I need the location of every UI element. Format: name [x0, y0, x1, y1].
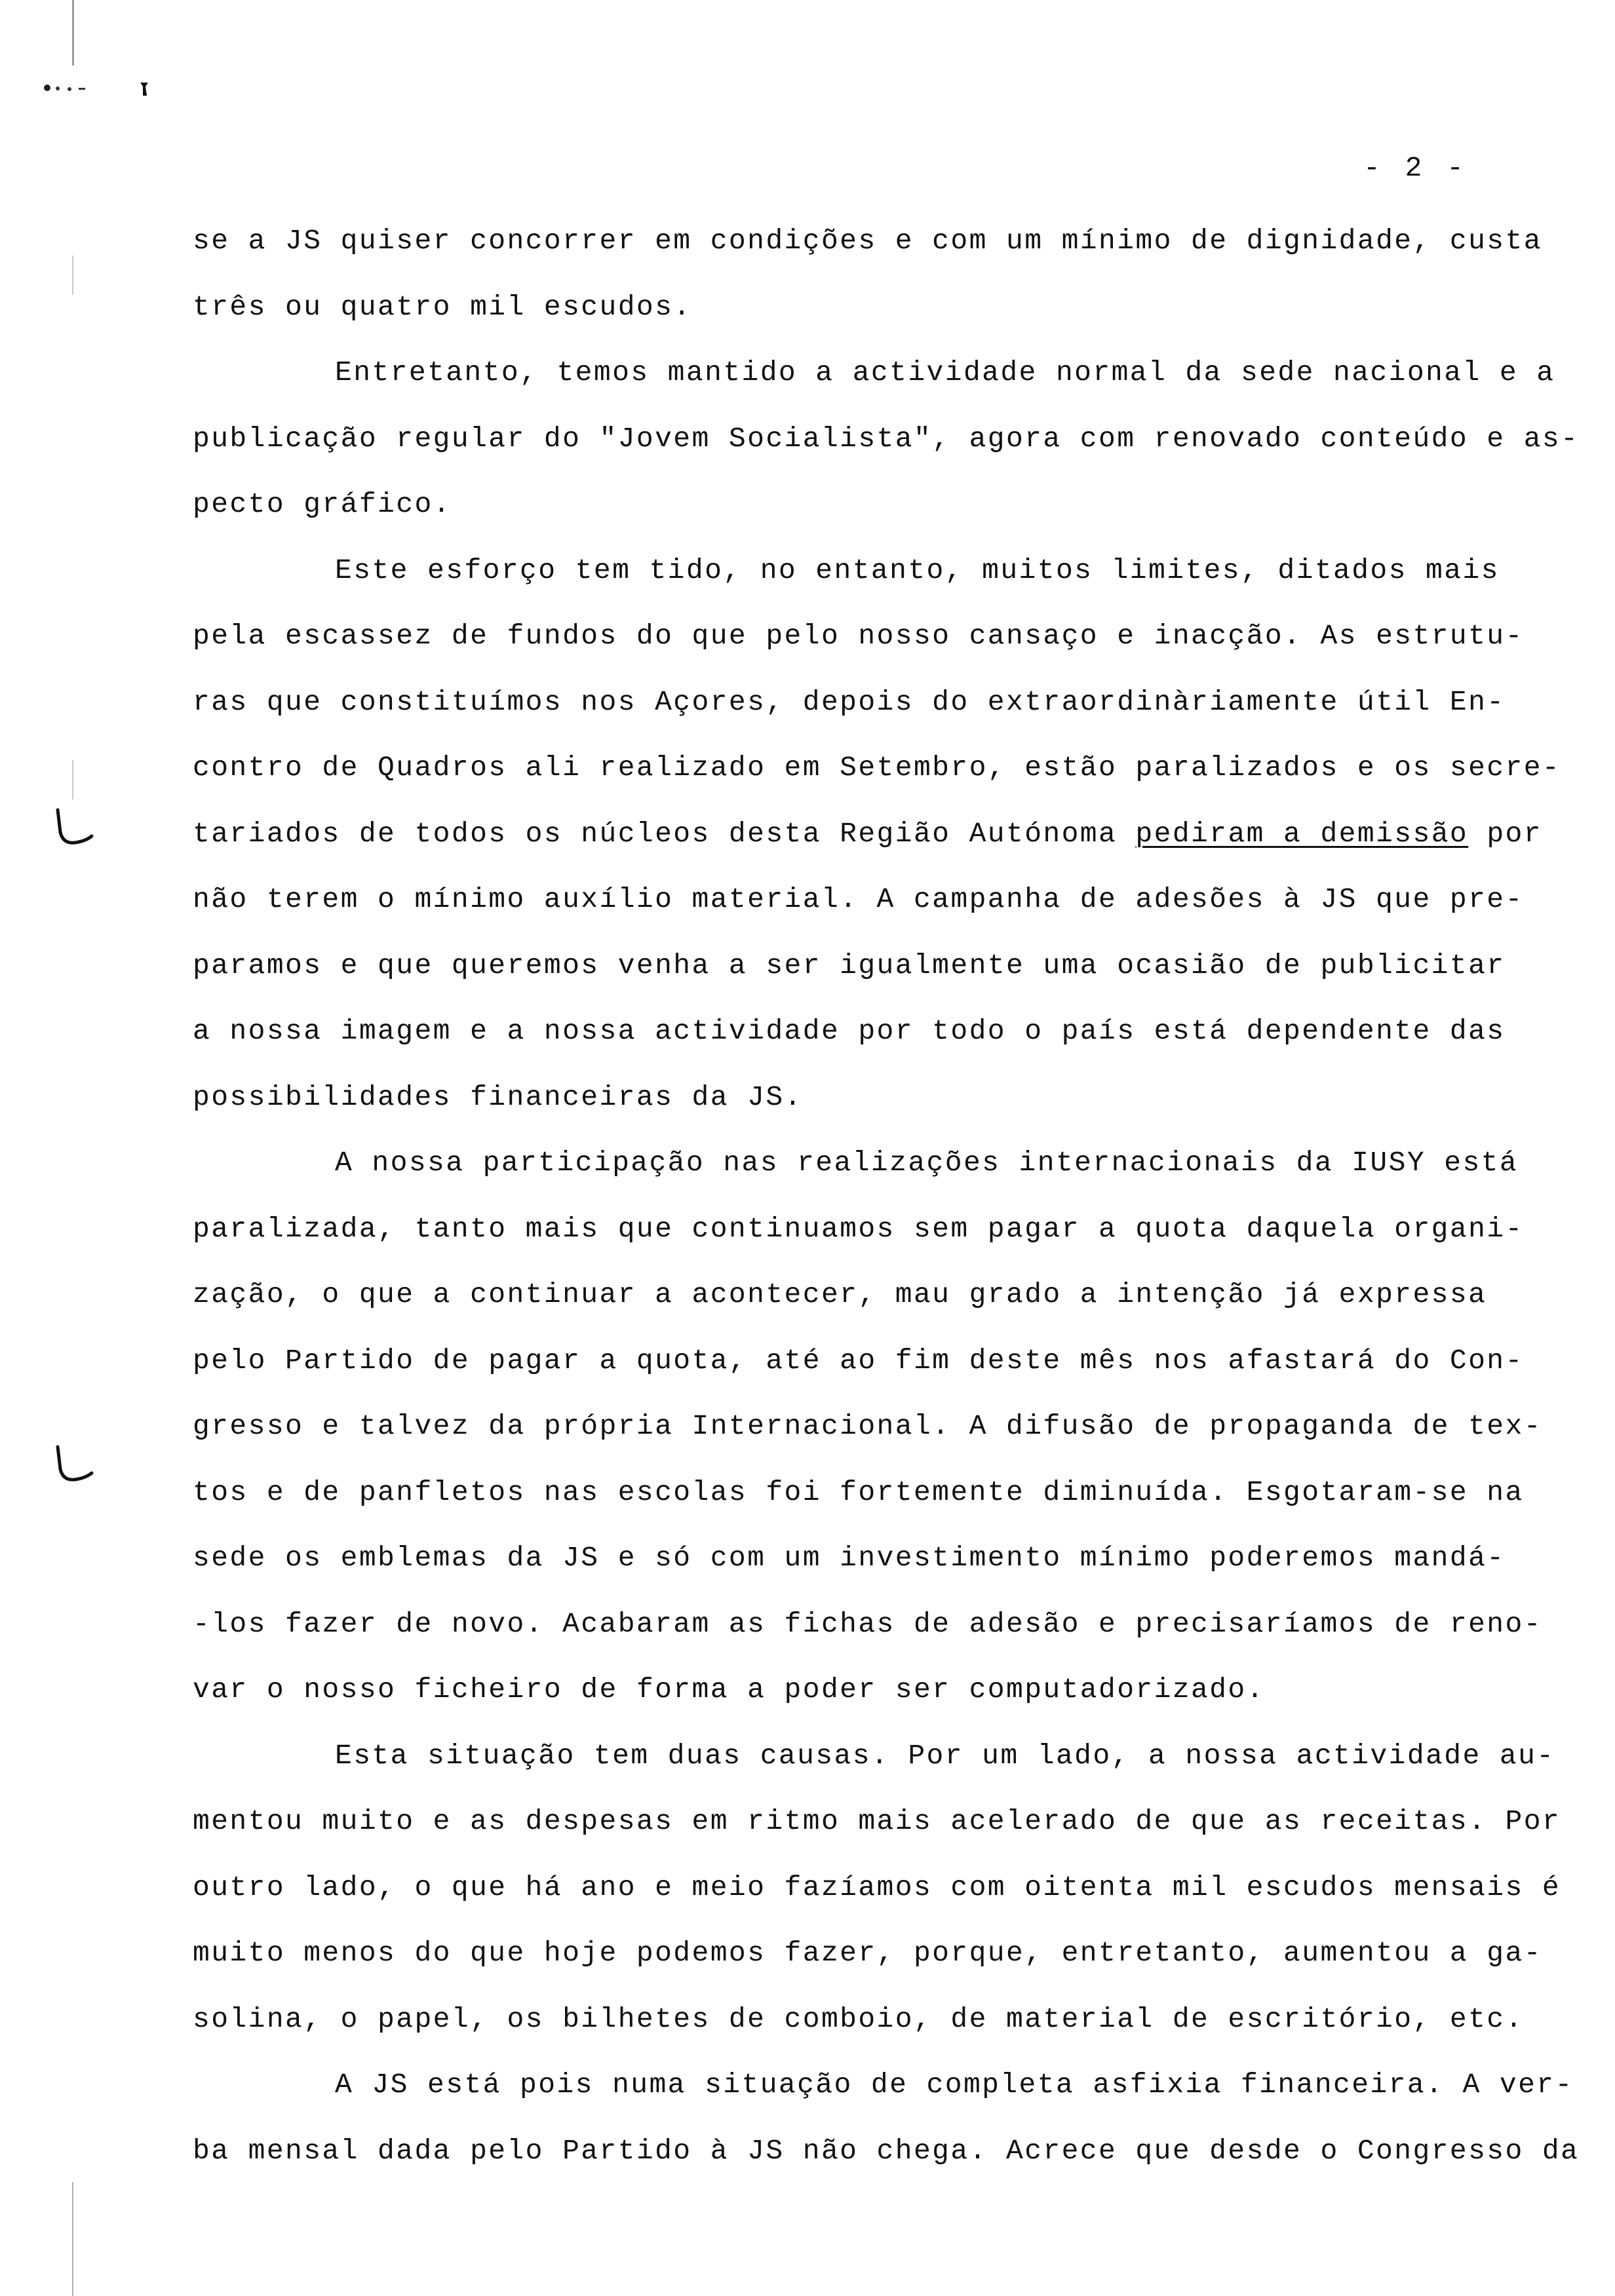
- text-segment: por: [1468, 817, 1542, 850]
- text-line: possibilidades financeiras da JS.: [193, 1081, 803, 1113]
- text-line: publicação regular do "Jovem Socialista", agora com renovado conteúdo e as-: [193, 422, 1580, 455]
- text-line: A nossa participação nas realizações internacionais da IUSY está: [335, 1147, 1519, 1179]
- text-line: mentou muito e as despesas em ritmo mais acelerado de que as receitas. Por: [193, 1805, 1561, 1837]
- text-line: zação, o que a continuar a acontecer, mau grado a intenção já expressa: [193, 1278, 1487, 1311]
- binding-mark-bottom: [72, 2182, 73, 2296]
- text-line: não terem o mínimo auxílio material. A campanha de adesões à JS que pre-: [193, 883, 1524, 915]
- text-line: três ou quatro mil escudos.: [193, 290, 692, 323]
- text-line: var o nosso ficheiro de forma a poder ser computadorizado.: [193, 1674, 1265, 1706]
- page-number: - 2 -: [1363, 152, 1468, 184]
- text-line: solina, o papel, os bilhetes de comboio, de material de escritório, etc.: [193, 2002, 1524, 2035]
- corner-speckle-mark: [43, 79, 155, 98]
- text-line: pecto gráfico.: [193, 488, 452, 520]
- text-line: Este esforço tem tido, no entanto, muitos limites, ditados mais: [335, 554, 1500, 586]
- text-line: Entretanto, temos mantido a actividade normal da sede nacional e a: [335, 356, 1555, 389]
- binding-mark-top: [72, 0, 74, 66]
- text-line: sede os emblemas da JS e só com um investimento mínimo poderemos mandá-: [193, 1542, 1506, 1574]
- margin-hook-mark-lower: [51, 1442, 97, 1487]
- binding-mark-middle: [72, 760, 73, 799]
- body-text: [193, 208, 1580, 2184]
- text-line: muito menos do que hoje podemos fazer, porque, entretanto, aumentou a ga-: [193, 1937, 1542, 1969]
- text-line: [193, 801, 1542, 868]
- text-segment: tariados de todos os núcleos desta Região Autónoma: [193, 817, 1136, 850]
- binding-mark-upper: [72, 256, 73, 295]
- text-line: outro lado, o que há ano e meio fazíamos com oitenta mil escudos mensais é: [193, 1871, 1561, 1904]
- text-line: ras que constituímos nos Açores, depois do extraordinàriamente útil En-: [193, 685, 1506, 718]
- text-line: se a JS quiser concorrer em condições e com um mínimo de dignidade, custa: [193, 225, 1542, 257]
- margin-hook-mark-upper: [51, 805, 97, 851]
- text-line: A JS está pois numa situação de completa asfixia financeira. A ver-: [335, 2069, 1574, 2101]
- text-line: paramos e que queremos venha a ser igualmente uma ocasião de publicitar: [193, 949, 1506, 982]
- text-line: -los fazer de novo. Acabaram as fichas de adesão e precisaríamos de reno-: [193, 1607, 1542, 1640]
- text-line: a nossa imagem e a nossa actividade por todo o país está dependente das: [193, 1015, 1506, 1047]
- underlined-phrase: pediram a demissão: [1135, 817, 1469, 850]
- text-line: ba mensal dada pelo Partido à JS não chega. Acrece que desde o Congresso da: [193, 2134, 1580, 2167]
- text-line: paralizada, tanto mais que continuamos sem pagar a quota daquela organi-: [193, 1212, 1524, 1245]
- text-line: tos e de panfletos nas escolas foi fortemente diminuída. Esgotaram-se na: [193, 1476, 1524, 1508]
- text-line: gresso e talvez da própria Internacional. A difusão de propaganda de tex-: [193, 1410, 1542, 1442]
- text-line: pela escassez de fundos do que pelo nosso cansaço e inacção. As estrutu-: [193, 620, 1524, 652]
- text-line: pelo Partido de pagar a quota, até ao fim deste mês nos afastará do Con-: [193, 1344, 1524, 1377]
- text-line: Esta situação tem duas causas. Por um lado, a nossa actividade au-: [335, 1739, 1555, 1772]
- text-line: contro de Quadros ali realizado em Setembro, estão paralizados e os secre-: [193, 752, 1561, 784]
